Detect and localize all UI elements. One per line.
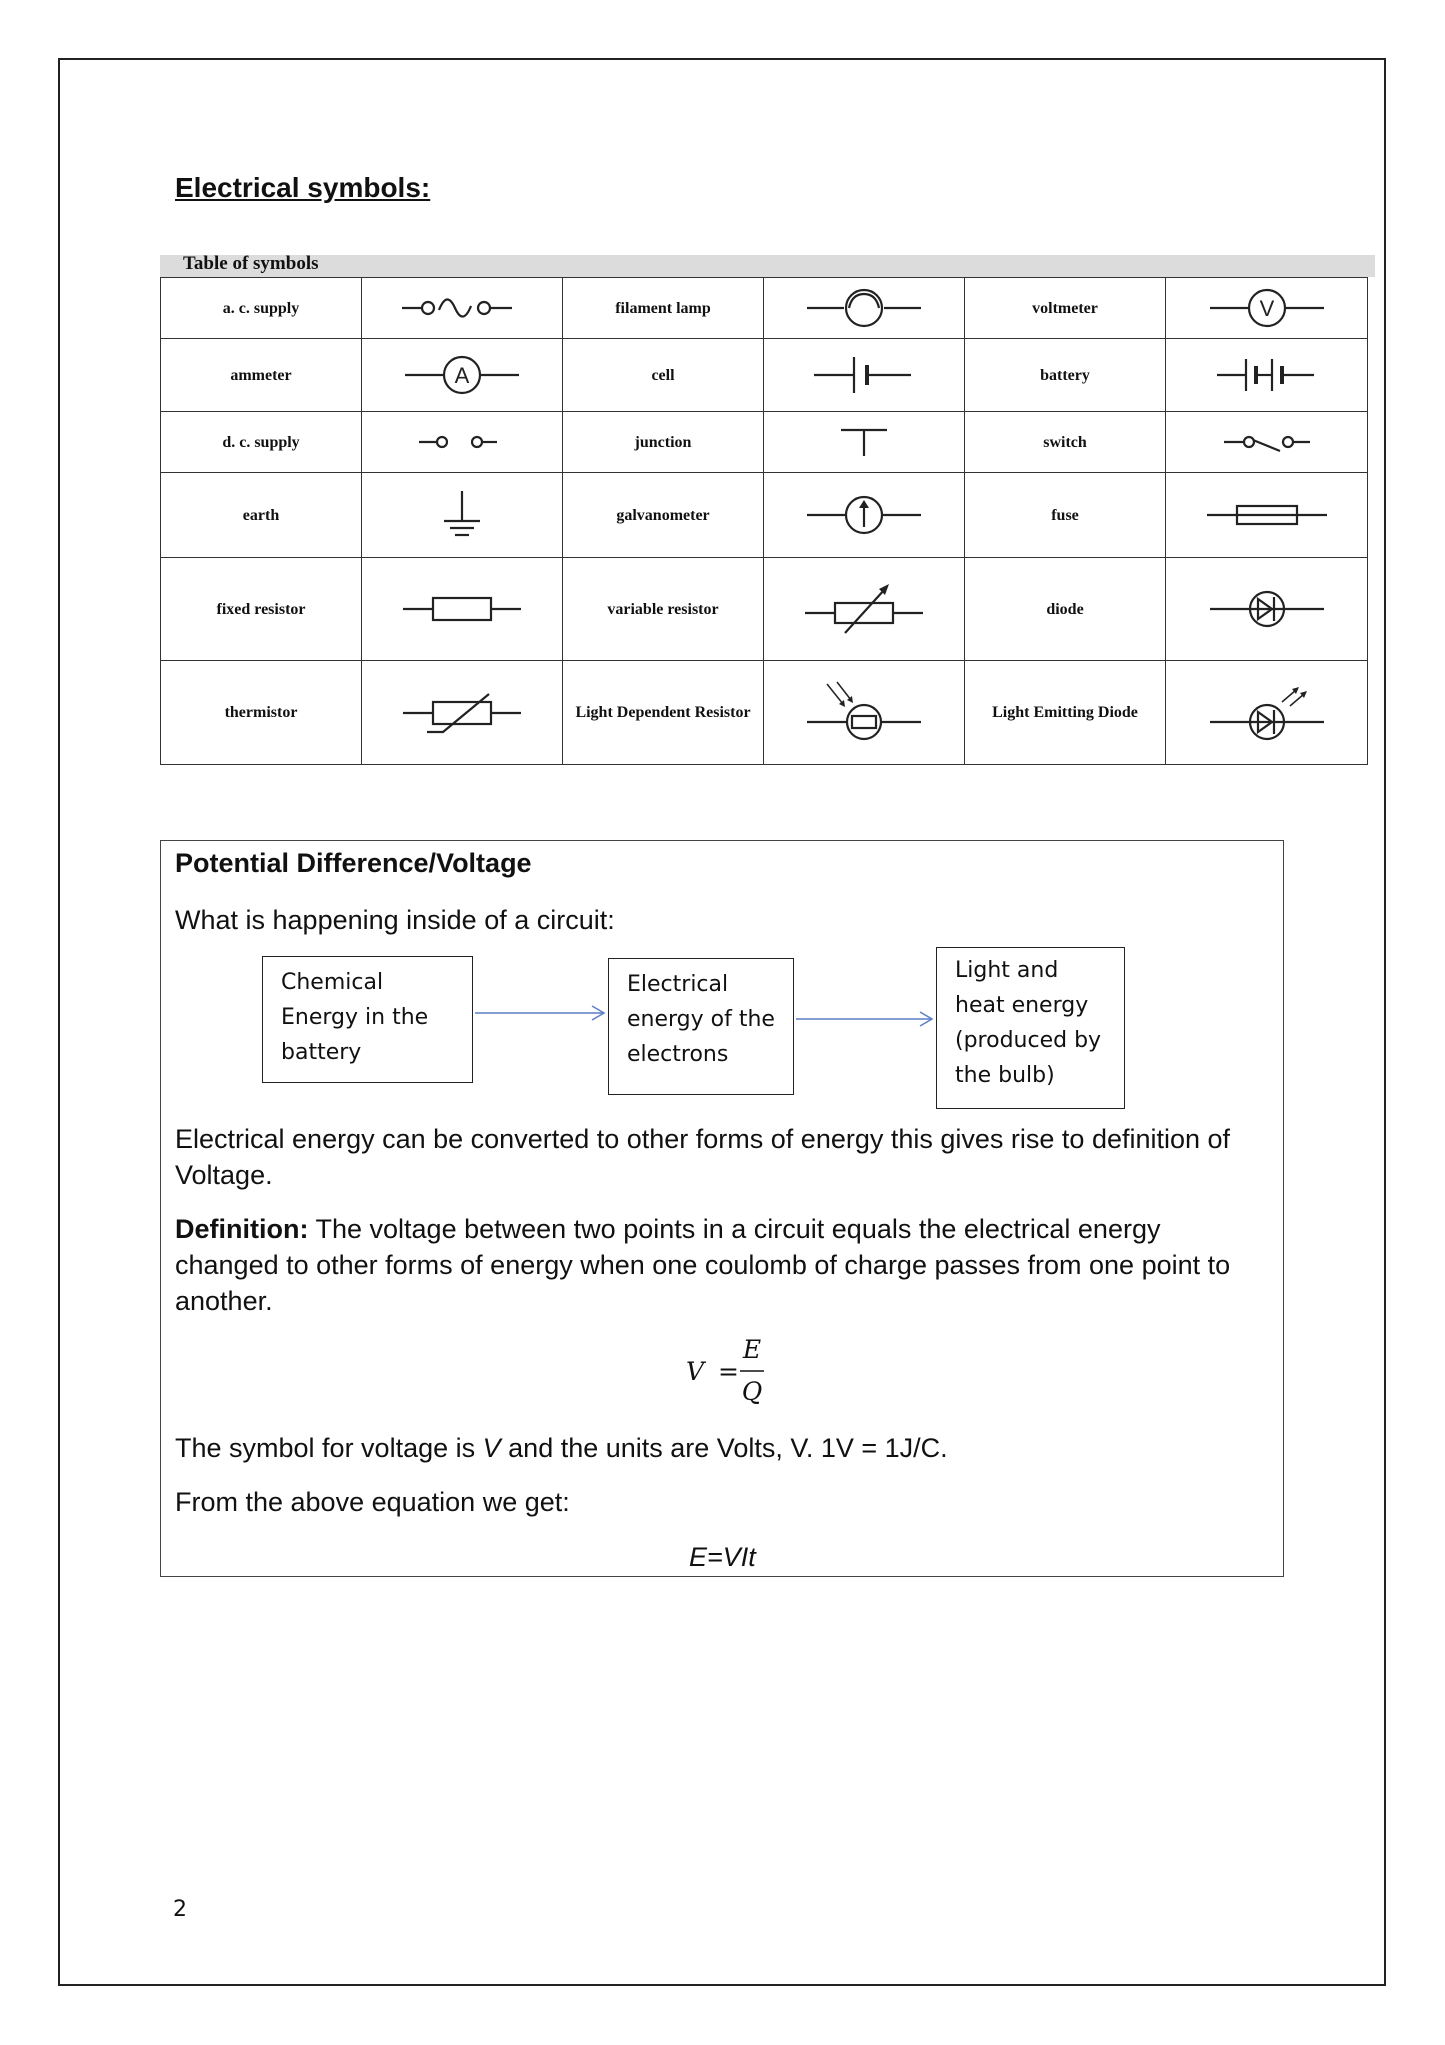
label-earth: earth: [161, 473, 362, 558]
pd-symbol-line: [175, 1430, 948, 1466]
symbol-cell: [1166, 278, 1368, 339]
table-row: [161, 339, 1368, 412]
symbol-cell: [764, 558, 965, 661]
symbol-cell: [362, 339, 563, 412]
symbols-table: [160, 277, 1368, 765]
ac-supply-icon: [397, 288, 527, 328]
label-junction: junction: [563, 412, 764, 473]
symbol-cell: [1166, 412, 1368, 473]
symbol-cell: [1166, 339, 1368, 412]
symbol-var: V: [482, 1433, 501, 1463]
label-cell: cell: [563, 339, 764, 412]
label-voltmeter: voltmeter: [965, 278, 1166, 339]
label-battery: battery: [965, 339, 1166, 412]
flow-box-chemical: Chemical Energy in the battery: [262, 956, 473, 1083]
thermistor-icon: [397, 688, 527, 738]
pd-paragraph: Electrical energy can be converted to other forms of energy this gives rise to definition of Voltage.: [175, 1124, 1231, 1190]
label-led: Light Emitting Diode: [965, 661, 1166, 765]
symbol-cell: [1166, 661, 1368, 765]
pd-from-above: From the above equation we get:: [175, 1487, 570, 1517]
symbol-cell: [1166, 558, 1368, 661]
ldr-icon: [799, 680, 929, 746]
voltage-formula: [682, 1330, 802, 1410]
label-dc-supply: d. c. supply: [161, 412, 362, 473]
symbol-cell: [362, 278, 563, 339]
symbol-cell: [764, 473, 965, 558]
diode-icon: [1202, 587, 1332, 631]
symbol-cell: [362, 661, 563, 765]
label-fuse: fuse: [965, 473, 1166, 558]
formula-lhs: V: [686, 1357, 705, 1386]
symbol-cell: [362, 558, 563, 661]
ammeter-symbol-letter: A: [454, 363, 470, 388]
table-row: [161, 473, 1368, 558]
filament-lamp-icon: [799, 286, 929, 330]
label-diode: diode: [965, 558, 1166, 661]
symbol-cell: [764, 278, 965, 339]
page-number: 2: [173, 1897, 187, 1922]
cell-icon: [799, 353, 929, 397]
flow-arrow-1: [473, 1004, 608, 1022]
flow-box-electrical: Electrical energy of the electrons: [608, 958, 794, 1095]
label-ammeter: ammeter: [161, 339, 362, 412]
earth-icon: [397, 487, 527, 543]
galvanometer-icon: [799, 493, 929, 537]
pd-title: Potential Difference/Voltage: [175, 848, 532, 878]
dc-supply-icon: [397, 427, 527, 457]
switch-icon: [1202, 427, 1332, 457]
table-row: [161, 412, 1368, 473]
pd-definition: [175, 1211, 1265, 1319]
table-caption-bar: [160, 255, 1375, 277]
formula-denominator: Q: [741, 1377, 763, 1406]
symbol-cell: [362, 412, 563, 473]
voltmeter-symbol-letter: V: [1259, 296, 1274, 321]
label-switch: switch: [965, 412, 1166, 473]
definition-label: Definition:: [175, 1214, 309, 1244]
variable-resistor-icon: [799, 579, 929, 639]
section-heading: Electrical symbols:: [175, 172, 431, 203]
table-row: [161, 558, 1368, 661]
symbol-cell: [764, 412, 965, 473]
table-row: [161, 278, 1368, 339]
formula-numerator: E: [742, 1335, 762, 1364]
label-ldr: Light Dependent Resistor: [563, 661, 764, 765]
definition-text: The voltage between two points in a circuit equals the electrical energy changed to other forms of energy when one coulomb of charge passes from one point to another.: [175, 1214, 1231, 1316]
table-caption: Table of symbols: [183, 253, 319, 274]
flow-arrow-2: [794, 1010, 936, 1028]
label-fixed-resistor: fixed resistor: [161, 558, 362, 661]
symbol-cell: [1166, 473, 1368, 558]
voltmeter-icon: [1202, 286, 1332, 330]
flow-box-light-heat: Light and heat energy (produced by the bulb): [936, 947, 1125, 1109]
ammeter-icon: [397, 353, 527, 397]
battery-icon: [1202, 353, 1332, 397]
fixed-resistor-icon: [397, 589, 527, 629]
led-icon: [1202, 680, 1332, 746]
label-variable-resistor: variable resistor: [563, 558, 764, 661]
symbol-pre: The symbol for voltage is: [175, 1433, 483, 1463]
table-row: [161, 661, 1368, 765]
label-filament-lamp: filament lamp: [563, 278, 764, 339]
label-galvanometer: galvanometer: [563, 473, 764, 558]
symbol-cell: [764, 339, 965, 412]
symbol-cell: [764, 661, 965, 765]
pd-equation-evit: E=VIt: [689, 1542, 756, 1572]
fuse-icon: [1202, 500, 1332, 530]
label-thermistor: thermistor: [161, 661, 362, 765]
formula-equals: =: [718, 1357, 739, 1386]
label-ac-supply: a. c. supply: [161, 278, 362, 339]
symbol-post: and the units are Volts, V. 1V = 1J/C.: [500, 1433, 948, 1463]
symbol-cell: [362, 473, 563, 558]
junction-icon: [799, 422, 929, 462]
pd-intro: What is happening inside of a circuit:: [175, 905, 615, 935]
